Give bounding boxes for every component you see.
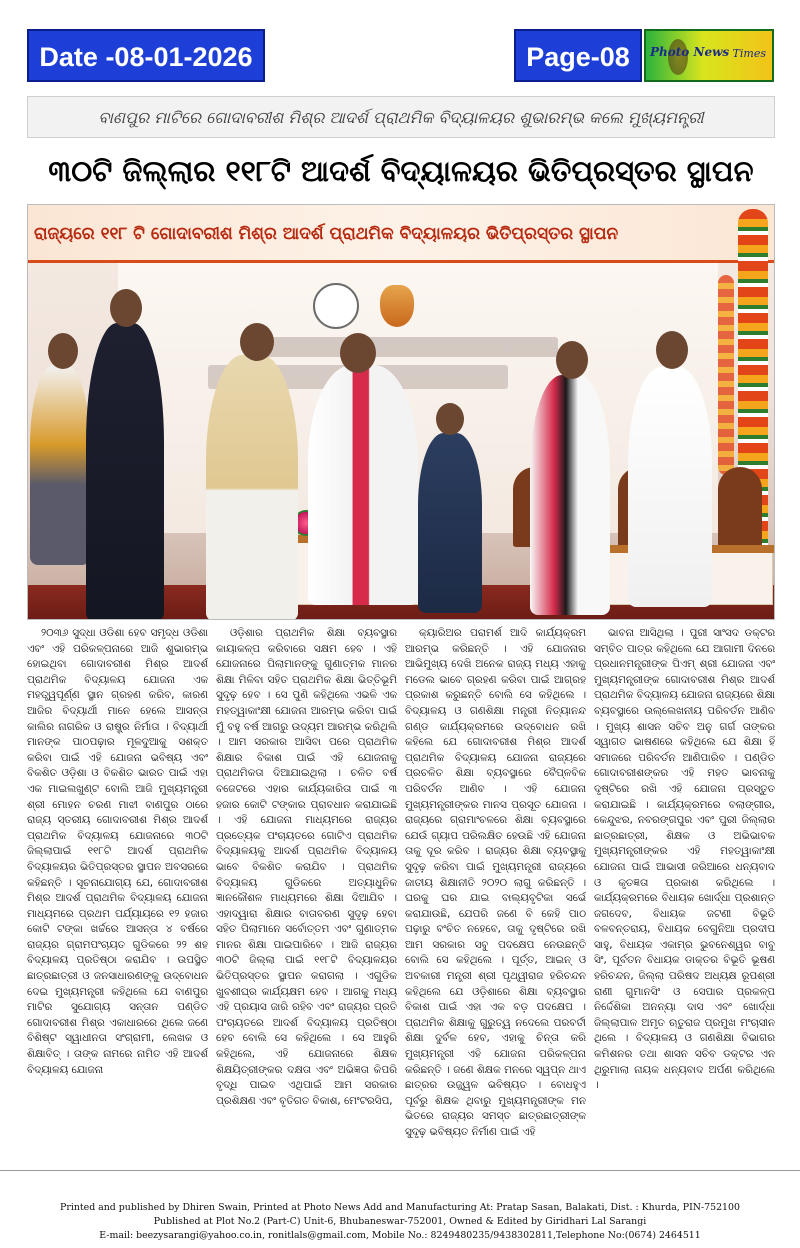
dignitary-head xyxy=(240,323,274,361)
stage-signage xyxy=(258,337,558,357)
stage-chair xyxy=(718,467,762,547)
masthead xyxy=(0,0,800,90)
dignitary-head xyxy=(110,289,142,327)
official xyxy=(418,433,482,613)
dignitary xyxy=(86,323,164,620)
page-number: Page-08 xyxy=(514,29,642,82)
article-subheadline: ବାଣପୁର ମାଟିରେ ଗୋଦାବରୀଶ ମିଶ୍ର ଆଦର୍ଶ ପ୍ରାଥମିକ ବିଦ୍ୟାଳୟର ଶୁଭାରମ୍ଭ କଲେ ମୁଖ୍ୟମନ୍ତ୍ରୀ xyxy=(27,96,775,138)
article-headline: ୩୦ଟି ଜିଲ୍ଲାର ୧୧୮ଟି ଆଦର୍ଶ ବିଦ୍ୟାଳୟର ଭିତିପ୍ରସ୍ତର ସ୍ଥାପନ xyxy=(48,154,754,188)
dignitary xyxy=(628,367,712,607)
event-photo xyxy=(27,204,775,620)
article-body xyxy=(27,626,775,1166)
official-head xyxy=(436,403,464,435)
article-column xyxy=(594,626,775,1166)
article-column xyxy=(27,626,208,1166)
state-emblem-icon xyxy=(380,285,414,327)
imprint-line: Printed and published by Dhiren Swain, Printed at Photo News Add and Manufacturing At: Pratap Sasan, Balakati, Dist. : Khurda, PIN-752100 xyxy=(60,1202,740,1213)
date-label: Date -08-01-2026 xyxy=(27,29,265,82)
imprint-footer xyxy=(0,1170,800,1248)
chief-minister xyxy=(308,365,418,605)
logo-text-secondary: Times xyxy=(732,47,766,60)
newspaper-logo xyxy=(644,29,774,82)
article-column xyxy=(405,626,586,1166)
column-text: ଓଡ଼ିଶାର ପ୍ରାଥମିକ ଶିକ୍ଷା ବ୍ୟବସ୍ଥାର କାୟାକଳ୍ପ କରିବାରେ ସକ୍ଷମ ହେବ । ଏହି ଯୋଜନାରେ ପିଲାମାନଙ୍କୁ ଗୁଣାତ୍ମକ ମାନର ଶିକ୍ଷା ମିଳିବା ସହିତ ପ୍ରାଥମିକ ଶିକ୍ଷା ଭିତ୍ତିଭୂମି ସୁଦୃଢ଼ ହେବ । ସେ ପୁଣି କହିଥିଲେ ଏଭଳି ଏକ ମହତ୍ୱାକାଂକ୍ଷୀ ଯୋଜନା ଆରମ୍ଭ କରିବା ପାଇଁ ମୁଁ ବହୁ ବର୍ଷ ଆଗରୁ ଉଦ୍ୟମ ଆରମ୍ଭ କରିଥିଲି । ଆମ ସରକାର ଆସିବା ପରେ ପ୍ରାଥମିକ ଶିକ୍ଷାର ବିକାଶ ପାଇଁ ଏହି ଯୋଜନାକୁ ପ୍ରାଥମିକତା ଦିଆଯାଇଥିଲା । ଚଳିତ ବର୍ଷ ବଜେଟରେ ଏହାର କାର୍ଯ୍ୟକାରିତା ପାଇଁ ୩ ହଜାର କୋଟି ଟଙ୍କାର ପ୍ରାବଧାନ କରାଯାଇଛି । ଏହି ଯୋଜନା ମାଧ୍ୟମରେ ରାଜ୍ୟର ପ୍ରତ୍ୟେକ ପଂଚାୟତରେ ଗୋଟିଏ ପ୍ରାଥମିକ ବିଦ୍ୟାଳୟକୁ ଆଦର୍ଶ ପ୍ରାଥମିକ ବିଦ୍ୟାଳୟ ଭାବେ ବିକଶିତ କରାଯିବ । ପ୍ରାଥମିକ ବିଦ୍ୟାଳୟ ଗୁଡିକରେ ଅତ୍ୟାଧୁନିକ ଜ୍ଞାନକୌଶଳ ମାଧ୍ୟମରେ ଶିକ୍ଷା ଦିଆଯିବ । ଏହାଦ୍ୱାରା ଶିକ୍ଷାର ବାତାବରଣ ସୁଦୃଢ଼ ହେବା ସହିତ ପିଲାମାନେ ସର୍ବୋତ୍ତମ ଏବଂ ଗୁଣାତ୍ମକ ମାନର ଶିକ୍ଷା ପାଇପାରିବେ । ଆଜି ରାଜ୍ୟର ୩୦ଟି ଜିଲ୍ଲା ପାଇଁ ୧୧୮ଟି ବିଦ୍ୟାଳୟର ଭିତିପ୍ରସ୍ତର ସ୍ଥାପନ କରାଗଲା । ଏଗୁଡିକ ଖୁବଶୀଘ୍ର କାର୍ଯ୍ୟକ୍ଷମ ହେବ । ଆଗକୁ ମଧ୍ୟ ଏହି ପ୍ରୟାସ ଜାରି ରହିବ ଏବଂ ରାଜ୍ୟର ପ୍ରତି ପଂଚାୟତରେ ଆଦର୍ଶ ବିଦ୍ୟାଳୟ ପ୍ରତିଷ୍ଠା ହେବ ବୋଲି ସେ କହିଥିଲେ । ସେ ଆହୁରି କହିଥିଲେ, ଏହି ଯୋଜନାରେ ଶିକ୍ଷକ ଶିକ୍ଷୟିତ୍ରୀଙ୍କର ଦକ୍ଷତା ଏବଂ ଅଭିଜ୍ଞତା କିପରି ବୃଦ୍ଧି ପାଇବ ଏଥିପାଇଁ ଆମ ସରକାର ପ୍ରଶିକ୍ଷଣ ଏବଂ ବୃତିଗତ ବିକାଶ, ମେଂଟରସିପ, xyxy=(216,627,397,1107)
government-emblem-icon xyxy=(313,283,359,329)
imprint-line: E-mail: beezysarangi@yahoo.co.in, ronitlals@gmail.com, Mobile No.: 8249480235/9438302811,Telephone No:(0674) 2464511 xyxy=(99,1230,701,1241)
chief-minister-head xyxy=(340,333,376,373)
flower-garland-inner xyxy=(718,275,734,475)
dignitary-head xyxy=(556,341,588,379)
column-text: ଭାବନା ଆସିଥିଲା । ପୁରୀ ସାଂସଦ ଡକ୍ଟର ସମ୍ବିତ ପାତ୍ର କହିଥିଲେ ଯେ ଆଗାମୀ ଦିନରେ ପ୍ରଧାନମନ୍ତ୍ରୀଙ୍କ ପିଏମ୍ ଶ୍ରୀ ଯୋଜନା ଏବଂ ମୁଖ୍ୟମନ୍ତ୍ରୀଙ୍କ ଗୋଦାବରୀଶ ମିଶ୍ର ଆଦର୍ଶ ପ୍ରାଥମିକ ବିଦ୍ୟାଳୟ ଯୋଜନା ରାଜ୍ୟରେ ଶିକ୍ଷା ବ୍ୟବସ୍ଥାରେ ଉଲ୍ଲେଖନୀୟ ପରିବର୍ତନ ଆଣିବ । ମୁଖ୍ୟ ଶାସନ ସଚିବ ଅନୁ ଗର୍ଗ ତାଙ୍କର ସ୍ୱାଗତ ଭାଷଣରେ କହିଥିଲେ ଯେ ଶିକ୍ଷା ହିଁ ସମାଜରେ ପରିବର୍ତନ ଆଣିପାରିବ । ପଣ୍ଡିତ ଗୋଦାବରୀଶଙ୍କର ଏହି ମହତ ଭାବନାକୁ ଦୃଷ୍ଟିରେ ରଖି ଏହି ଯୋଜନା ପ୍ରସ୍ତୁତ କରାଯାଇଛି । କାର୍ଯ୍ୟକ୍ରମରେ ବଲାଙ୍ଗୀର, କେନ୍ଦୁଝର, ନବରଙ୍ଗପୁର ଏବଂ ପୁରୀ ଜିଲ୍ଲାର ଛାତ୍ରଛାତ୍ରୀ, ଶିକ୍ଷକ ଓ ଅଭିଭାବକ ମୁଖ୍ୟମନ୍ତ୍ରୀଙ୍କର ଏହି ମହତ୍ୱାକାଂକ୍ଷୀ ଯୋଜନା ପାଇଁ ଆଭାସୀ ଜରିଆରେ ଧନ୍ୟବାଦ ଓ କୃତଜ୍ଞତା ପ୍ରକାଶ କରିଥିଲେ । କାର୍ଯ୍ୟକ୍ରମରେ ବିଧାୟକ ଖୋର୍ଦ୍ଧା ପ୍ରଶାନ୍ତ ଜଗଦେବ, ବିଧାୟକ ଜଟଣୀ ବିଭୂତି ବଳବନ୍ତରାୟ, ବିଧାୟକ ବେଗୁନିଆ ପ୍ରଦୀପ ସାହୁ, ବିଧାୟକ ଏକାମ୍ର ଭୁବନେଶ୍ୱର ବାବୁ ସିଂ, ପୂର୍ବତନ ବିଧାୟକ ଡାକ୍ତର ବିଭୂତି ଭୂଷଣ ହରିଚନ୍ଦନ, ଜିଲ୍ଲା ପରିଷଦ ଅଧ୍ୟକ୍ଷ ରୂପଶ୍ରୀ ରାଣୀ ଗୁମାନସିଂ ଓ ସେପାର ପ୍ରକଳ୍ପ ନିର୍ଦ୍ଦେଶିକା ଅନନ୍ୟା ଦାସ ଏବଂ ଖୋର୍ଦ୍ଧା ଜିଲ୍ଲାପାଳ ଅମୃତ ଋତୁରାଜ ପ୍ରମୁଖ ମଂଚାସୀନ ଥିଲେ । ବିଦ୍ୟାଳୟ ଓ ଗଣଶିକ୍ଷା ବିଭାଗର କମିଶନର ତଥା ଶାସନ ସଚିବ ଡକ୍ଟର ଏନ ଥିରୁମାଲା ନାୟକ ଧନ୍ୟବାଦ ଅର୍ପଣ କରିଥିଲେ । xyxy=(594,627,775,1092)
logo-text-primary: Photo News xyxy=(650,45,730,59)
dignitary xyxy=(206,355,298,620)
dignitary xyxy=(30,365,90,565)
article-column xyxy=(216,626,397,1166)
photo-banner: ରାଜ୍ୟରେ ୧୧୮ ଟି ଗୋଦାବରୀଶ ମିଶ୍ର ଆଦର୍ଶ ପ୍ରାଥମିକ ବିଦ୍ୟାଳୟର ଭିତିପ୍ରସ୍ତର ସ୍ଥାପନ xyxy=(28,205,775,263)
dignitary xyxy=(530,375,610,615)
column-text: ୨୦୩୬ ସୁଦ୍ଧା ଓଡିଶା ହେବ ସମୃଦ୍ଧ ଓଡିଶା ଏବଂ ଏହି ପରିକଳ୍ପନାରେ ଆଜି ଶୁଭାରମ୍ଭ ହୋଇଥିବା ଗୋଦାବରୀଶ ମିଶ୍ର ଆଦର୍ଶ ପ୍ରାଥମିକ ବିଦ୍ୟାଳୟ ଯୋଜନା ଏକ ମହତ୍ତ୍ୱପୂର୍ଣ୍ଣ ସ୍ଥାନ ଗ୍ରହଣ କରିବ, କାରଣ ଆଜିର ବିଦ୍ୟାର୍ଥୀ ମାନେ ହେଲେ ଆସନ୍ତା କାଲିର ନାଗରିକ ଓ ରାଷ୍ଟ୍ର ନିର୍ମାତା । ବିଦ୍ୟାର୍ଥୀ ମାନଙ୍କ ପାଠପଢ଼ାର ମୂଳଦୁଆକୁ ସଶକ୍ତ କରିବା ପାଇଁ ଏହି ଯୋଜନା ଭବିଷ୍ୟ ଏବଂ ବିକଶିତ ଓଡ଼ିଶା ଓ ବିକଶିତ ଭାରତ ପାଇଁ ଏହା ଏକ ମାଇଲଖୁଣ୍ଟ ବୋଲି ଆଜି ମୁଖ୍ୟମନ୍ତ୍ରୀ ଶ୍ରୀ ମୋହନ ଚରଣ ମାଝୀ ବାଣପୁର ଠାରେ ରାଜ୍ୟ ସ୍ତରୀୟ ଗୋଦାବରୀଶ ମିଶ୍ର ଆଦର୍ଶ ପ୍ରାଥମିକ ବିଦ୍ୟାଳୟ ଯୋଜନାରେ ୩୦ଟି ଜିଲ୍ଲାପାଇଁ ୧୧୮ଟି ଆଦର୍ଶ ପ୍ରାଥମିକ ବିଦ୍ୟାଳୟର ଭିତିପ୍ରସ୍ତର ସ୍ଥାପନ ଅବସରରେ କହିଛନ୍ତି । ସୂଚନାଯୋଗ୍ୟ ଯେ, ଗୋଦାବରୀଶ ମିଶ୍ର ଆଦର୍ଶ ପ୍ରାଥମିକ ବିଦ୍ୟାଳୟ ଯୋଜନା ମାଧ୍ୟମରେ ପ୍ରଥମ ପର୍ଯ୍ୟାୟରେ ୧୨ ହଜାର କୋଟି ଟଙ୍କା ଖର୍ଚ୍ଚରେ ଆସନ୍ତା ୪ ବର୍ଷରେ ରାଜ୍ୟର ଗ୍ରାମପଂଚାୟତ ଗୁଡିକରେ ୨୨ ଶହ ବିଦ୍ୟାଳୟ ପ୍ରତିଷ୍ଠା କରାଯିବ । ଉପସ୍ଥିତ ଛାତ୍ରଛାତ୍ରୀ ଓ ଜନସାଧାରଣଙ୍କୁ ଉଦ୍‌ବୋଧନ ଦେଇ ମୁଖ୍ୟମନ୍ତ୍ରୀ କହିଥିଲେ ଯେ ବାଣପୁର ମାଟିର ସୁଯୋଗ୍ୟ ସନ୍ତାନ ପଣ୍ଡିତ ଗୋଦାବରୀଶ ମିଶ୍ର ଏକାଧାରରେ ଥିଲେ ଜଣେ ବିଶିଷ୍ଟ ସ୍ୱାଧୀନତା ସଂଗ୍ରାମୀ, ଲେଖକ ଓ ଶିକ୍ଷାବିତ୍ । ତାଙ୍କ ନାମରେ ନାମିତ ଏହି ଆଦର୍ଶ ବିଦ୍ୟାଳୟ ଯୋଜନା xyxy=(27,627,208,1076)
dignitary-head xyxy=(48,333,78,369)
imprint-line: Published at Plot No.2 (Part-C) Unit-6, Bhubaneswar-752001, Owned & Edited by Giridhari Lal Sarangi xyxy=(153,1216,647,1227)
dignitary-head xyxy=(656,331,688,369)
column-text: କ୍ୟାରିଅର ପରାମର୍ଶ ଆଦି କାର୍ଯ୍ୟକ୍ରମ ଆରମ୍ଭ କରିଛନ୍ତି । ଏହି ଯୋଜନାର ଆଭିମୁଖ୍ୟ ଦେଖି ଅନେକ ରାଜ୍ୟ ମଧ୍ୟ ଏହାକୁ ମଡେଲ ଭାବେ ଗ୍ରହଣ କରିବା ପାଇଁ ଆଗ୍ରହ ପ୍ରକାଶ କରୁଛନ୍ତି ବୋଲି ସେ କହିଥିଲେ । ବିଦ୍ୟାଳୟ ଓ ଗଣଶିକ୍ଷା ମନ୍ତ୍ରୀ ନିତ୍ୟାନନ୍ଦ ଗଣ୍ଡ କାର୍ଯ୍ୟକ୍ରମରେ ଉଦ୍‌ବୋଧନ ରଖି କହିଲେ ଯେ ଗୋଦାବରୀଶ ମିଶ୍ର ଆଦର୍ଶ ପ୍ରାଥମିକ ବିଦ୍ୟାଳୟ ଯୋଜନା ରାଜ୍ୟରେ ପ୍ରଚଳିତ ଶିକ୍ଷା ବ୍ୟବସ୍ଥାରେ ବୈପ୍ଳବିକ ପରିବର୍ତନ ଆଣିବ । ଏହି ଯୋଜନା ମୁଖ୍ୟମନ୍ତ୍ରୀଙ୍କର ମାନସ ପ୍ରସୂତ ଯୋଜନା । ରାଜ୍ୟରେ ଗ୍ରାମାଂଚଳରେ ଶିକ୍ଷା ବ୍ୟବସ୍ଥାରେ ଯେଉଁ ଗ୍ୟାପ ପରିଲକ୍ଷିତ ହେଉଛି ଏହି ଯୋଜନା ତାକୁ ଦୂର କରିବ । ରାଜ୍ୟର ଶିକ୍ଷା ବ୍ୟବସ୍ଥାକୁ ସୁଦୃଢ଼ କରିବା ପାଇଁ ମୁଖ୍ୟମନ୍ତ୍ରୀ ରାଜ୍ୟରେ ଜାତୀୟ ଶିକ୍ଷାନୀତି ୨୦୨୦ ଲାଗୁ କରିଛନ୍ତି । ଘରକୁ ଘର ଯାଇ ବାଲ୍ୟବୃଟିକା ସର୍ଭେ କରାଯାଉଛି, ଯେପରି ଜଣେ ବି କେହି ପାଠ ପଢ଼ାରୁ ବଂଚିତ ନହେବେ, ତାକୁ ଦୃଷ୍ଟିରେ ରଖି ଆମ ସରକାର ସବୁ ପଦକ୍ଷେପ ନେଉଛନ୍ତି ବୋଲି ସେ କହିଥିଲେ । ପୂର୍ତ୍ତ, ଆଇନ୍ ଓ ଅବକାରୀ ମନ୍ତ୍ରୀ ଶ୍ରୀ ପୃଥ୍ୱୀରାଜ ହରିଚନ୍ଦନ କହିଥିଲେ ଯେ ଓଡ଼ିଶାରେ ଶିକ୍ଷା ବ୍ୟବସ୍ଥାର ବିକାଶ ପାଇଁ ଏହା ଏକ ବଡ଼ ପଦକ୍ଷେପ । ପ୍ରାଥମିକ ଶିକ୍ଷାକୁ ଗୁରୁତ୍ୱ ନଦେଲେ ପରବର୍ତୀ ଶିକ୍ଷା ଦୁର୍ବଳ ହେବ, ଏହାକୁ ଚିନ୍ତା କରି ମୁଖ୍ୟମନ୍ତ୍ରୀ ଏହି ଯୋଜନା ପରିକଳ୍ପନା କରିଛନ୍ତି । ଜଣେ ଶିକ୍ଷକ ମନରେ ସ୍ୱପ୍ନ ଥାଏ ଛାତ୍ରର ଉଜ୍ଜ୍ୱଳ ଭବିଷ୍ୟତ । ବୋଧହୁଏ ପୂର୍ବରୁ ଶିକ୍ଷକ ଥିବାରୁ ମୁଖ୍ୟମନ୍ତ୍ରୀଙ୍କ ମନ ଭିତରେ ରାଜ୍ୟର ସମସ୍ତ ଛାତ୍ରଛାତ୍ରୀଙ୍କ ସୁଦୃଢ଼ ଭବିଷ୍ୟତ ନିର୍ମାଣ ପାଇଁ ଏହି xyxy=(405,627,586,1138)
